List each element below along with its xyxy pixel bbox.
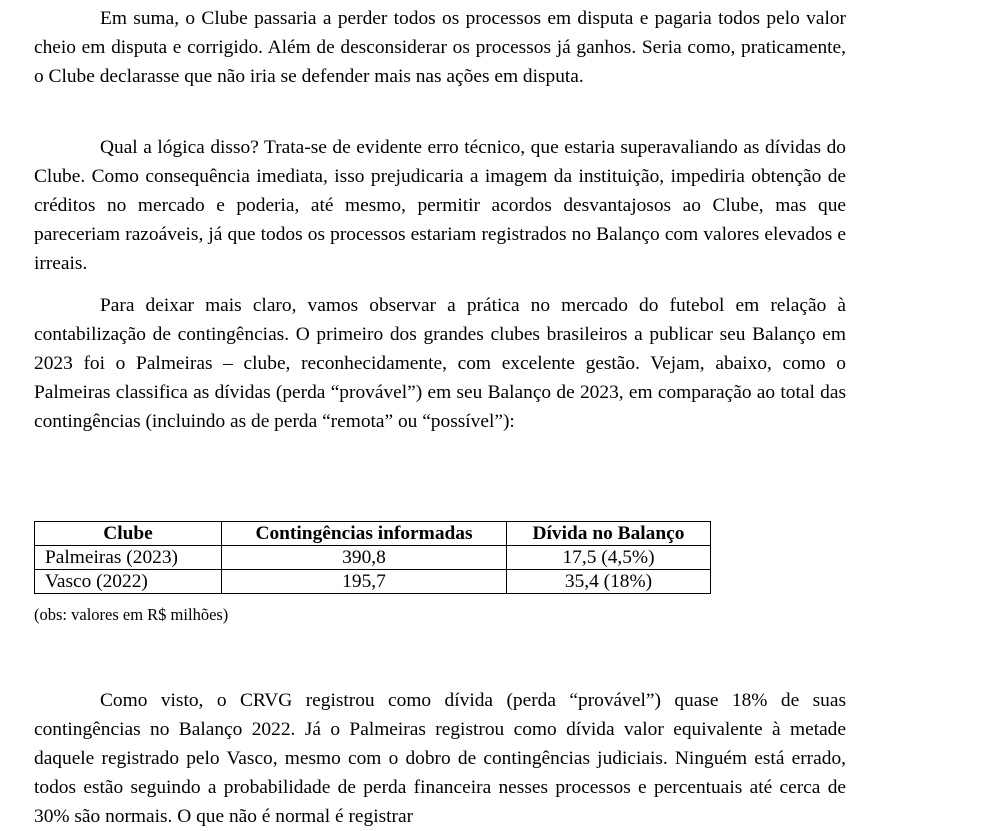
table-row bbox=[35, 570, 711, 594]
table-row bbox=[35, 546, 711, 570]
paragraph-3: Para deixar mais claro, vamos observar a prática no mercado do futebol em relação à contabilização de contingências. O primeiro dos grandes clubes brasileiros a publicar seu Balanço em 2023 foi o Palmeiras – clube, reconhecidamente, com excelente gestão. Vejam, abaixo, como o Palmeiras classifica as dívidas (perda “provável”) em seu Balanço de 2023, em comparação ao total das contingências (incluindo as de perda “remota” ou “possível”): bbox=[34, 295, 846, 432]
paragraph-4: Como visto, o CRVG registrou como dívida (perda “provável”) quase 18% de suas contingências no Balanço 2022. Já o Palmeiras registrou como dívida valor equivalente à metade daquele registrado pelo Vasco, mesmo com o dobro de contingências judiciais. Ninguém está errado, todos estão seguindo a probabilidade de perda financeira nesses processos e percentuais até cerca de 30% são normais. O que não é normal é registrar bbox=[34, 690, 846, 827]
cell-contingencias: 390,8 bbox=[222, 546, 507, 570]
paragraph-2: Qual a lógica disso? Trata-se de evidente erro técnico, que estaria superavaliando as dívidas do Clube. Como consequência imediata, isso prejudicaria a imagem da instituição, impediria obtenção de créditos no mercado e poderia, até mesmo, permitir acordos desvantajosos ao Clube, mas que pareceriam razoáveis, já que todos os processos estariam registrados no Balanço com valores elevados e irreais. bbox=[34, 137, 846, 274]
cell-divida: 17,5 (4,5%) bbox=[507, 546, 711, 570]
cell-clube: Palmeiras (2023) bbox=[35, 546, 222, 570]
table-header-row bbox=[35, 522, 711, 546]
paragraph-1: Em suma, o Clube passaria a perder todos os processos em disputa e pagaria todos pelo valor cheio em disputa e corrigido. Além de desconsiderar os processos já ganhos. Seria como, praticamente, o Clube declarasse que não iria se defender mais nas ações em disputa. bbox=[34, 8, 846, 87]
header-divida: Dívida no Balanço bbox=[507, 522, 711, 546]
table-note: (obs: valores em R$ milhões) bbox=[34, 605, 229, 624]
cell-divida: 35,4 (18%) bbox=[507, 570, 711, 594]
header-contingencias: Contingências informadas bbox=[222, 522, 507, 546]
header-clube: Clube bbox=[35, 522, 222, 546]
cell-clube: Vasco (2022) bbox=[35, 570, 222, 594]
contingencies-table bbox=[34, 521, 711, 594]
cell-contingencias: 195,7 bbox=[222, 570, 507, 594]
